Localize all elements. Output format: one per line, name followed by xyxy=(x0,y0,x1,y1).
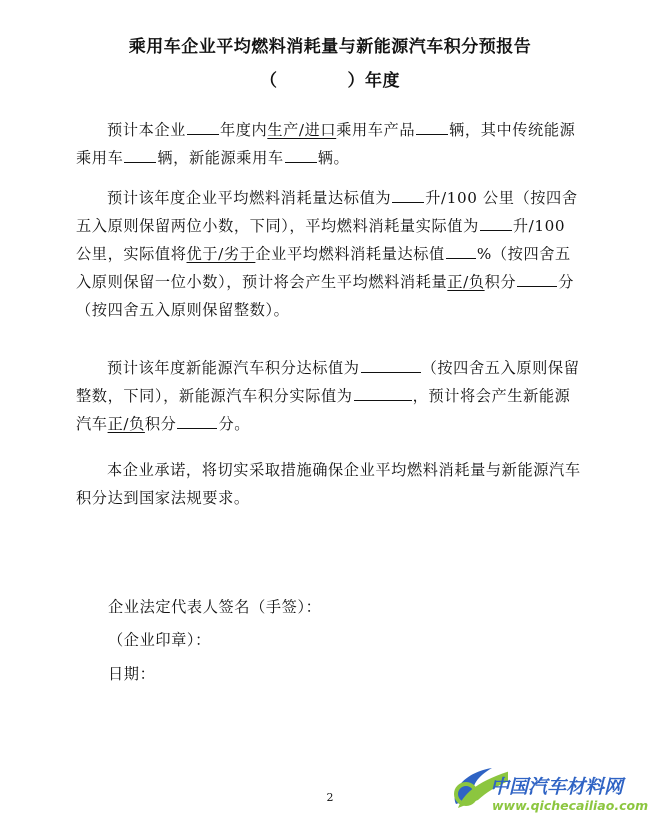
signature-label: 企业法定代表人签名（手签）： xyxy=(108,598,322,616)
blank-nev-actual xyxy=(354,382,412,401)
blank-nev-credits xyxy=(177,410,217,429)
blank-actual-value xyxy=(480,212,512,231)
blank-nev-vehicles xyxy=(285,144,317,163)
blank-fuel-credits xyxy=(517,268,557,287)
blank-year xyxy=(187,116,219,135)
blank-conventional-vehicles xyxy=(124,144,156,163)
blank-target-value xyxy=(392,184,424,203)
option-nev-positive-negative: 正/负 xyxy=(107,415,145,433)
year-close-label: ）年度 xyxy=(347,71,400,91)
blank-total-vehicles xyxy=(416,116,448,135)
paragraph-production-forecast: 预计本企业 年度内生产/进口乘用车产品 辆，其中传统能源乘用车 辆，新能源乘用车 辆。 xyxy=(76,116,584,172)
date-label: 日期： xyxy=(108,665,156,683)
blank-nev-target xyxy=(361,354,421,373)
option-positive-negative: 正/负 xyxy=(447,273,485,291)
paragraph-commitment: 本企业承诺，将切实采取措施确保企业平均燃料消耗量与新能源汽车积分达到国家法规要求。 xyxy=(76,461,581,507)
site-watermark xyxy=(448,738,654,818)
watermark-site-name: 中国汽车材料网 xyxy=(490,776,624,798)
year-open-paren: （ xyxy=(260,71,278,91)
option-production-import: 生产/进口 xyxy=(267,121,337,139)
document-title: 乘用车企业平均燃料消耗量与新能源汽车积分预报告 xyxy=(128,37,532,57)
paragraph-fuel-consumption: 预计该年度企业平均燃料消耗量达标值为 升/100 公里（按四舍五入原则保留两位小数，下同），平均燃料消耗量实际值为 升/100 公里，实际值将优于/劣于企业平均燃料消耗量达标值 %（按四舍五入原则保留一位小数），预计将会产生平均燃料消耗量正/负积分 分（按四舍五入原则保留整数）。 xyxy=(76,184,584,324)
watermark-url: www.qichecailiao.com xyxy=(492,798,649,813)
report-year-line xyxy=(0,66,660,91)
paragraph-nev-credits: 预计该年度新能源汽车积分达标值为 （按四舍五入原则保留整数，下同），新能源汽车积分实际值为 ，预计将会产生新能源汽车正/负积分 分。 xyxy=(76,354,584,438)
seal-label: （企业印章）： xyxy=(108,631,211,649)
blank-percent xyxy=(446,240,476,259)
option-better-worse: 优于/劣于 xyxy=(186,245,256,263)
page-number: 2 xyxy=(326,791,334,804)
